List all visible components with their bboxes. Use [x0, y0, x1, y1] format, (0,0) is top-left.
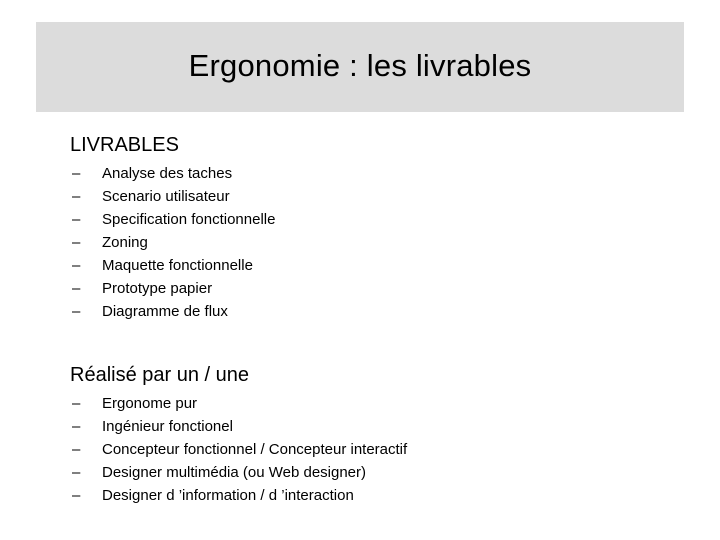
list-item-text: Designer multimédia (ou Web designer) — [102, 464, 367, 481]
bullet-dash: – — [72, 441, 81, 458]
bullet-dash: – — [72, 211, 81, 228]
bullet-dash: – — [72, 165, 81, 182]
list-item-text: Ergonome pur — [102, 395, 198, 412]
list-item-text: Analyse des taches — [102, 165, 233, 182]
realise-heading: Réalisé par un / une — [70, 364, 250, 386]
list-item-text: Specification fonctionnelle — [102, 211, 276, 228]
list-item-text: Zoning — [102, 234, 148, 251]
list-item-text: Prototype papier — [102, 280, 213, 297]
bullet-dash: – — [72, 418, 81, 435]
bullet-dash: – — [72, 303, 81, 320]
livrables-heading: LIVRABLES — [70, 134, 179, 156]
title-banner — [36, 22, 684, 112]
list-item-text: Designer d ’information / d ’interaction — [102, 487, 354, 504]
list-item-text: Concepteur fonctionnel / Concepteur interactif — [102, 441, 408, 458]
bullet-dash: – — [72, 280, 81, 297]
list-item-text: Ingénieur fonctionel — [102, 418, 233, 435]
list-item-text: Maquette fonctionnelle — [102, 257, 253, 274]
bullet-dash: – — [72, 464, 81, 481]
slide-title: Ergonomie : les livrables — [188, 48, 532, 83]
bullet-dash: – — [72, 395, 81, 412]
list-item-text: Scenario utilisateur — [102, 188, 230, 205]
bullet-dash: – — [72, 487, 81, 504]
bullet-dash: – — [72, 188, 81, 205]
list-item-text: Diagramme de flux — [102, 303, 228, 320]
bullet-dash: – — [72, 257, 81, 274]
bullet-dash: – — [72, 234, 81, 251]
